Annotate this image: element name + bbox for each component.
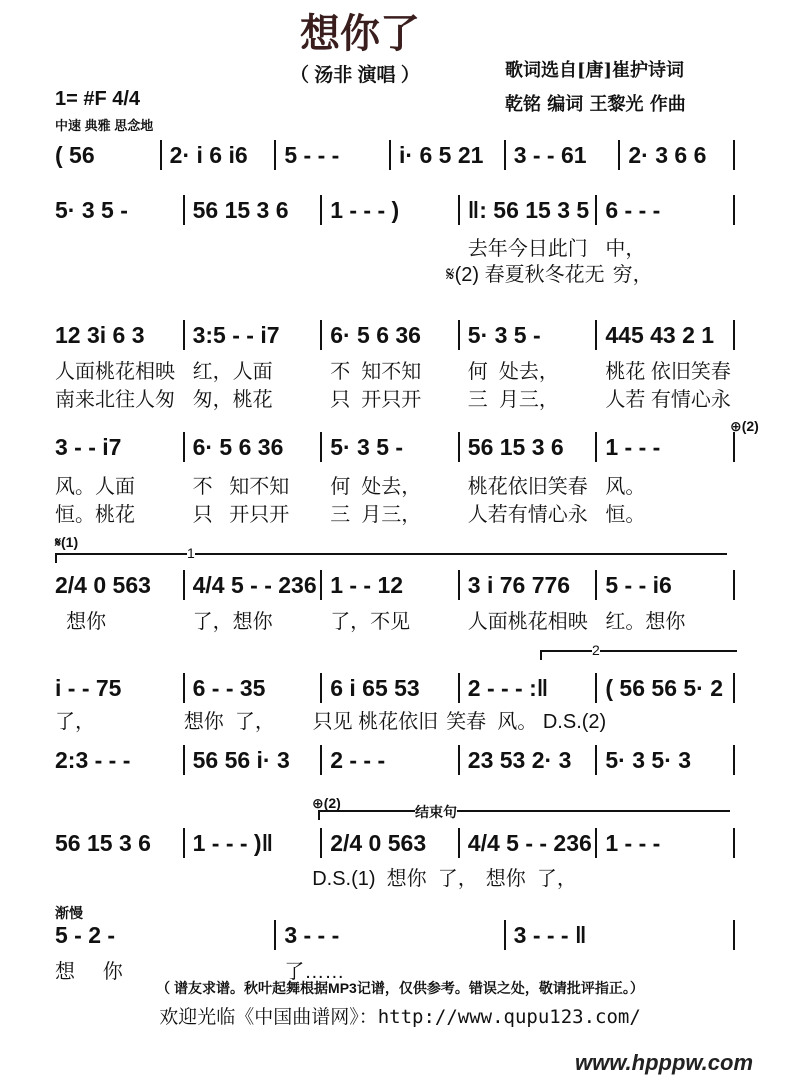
lyric-segment: 想你 bbox=[55, 611, 107, 633]
song-title: 想你了 bbox=[300, 11, 420, 57]
volta-number: 1 bbox=[187, 545, 195, 561]
lyric-segment bbox=[55, 232, 185, 261]
lyrics-row bbox=[55, 605, 735, 634]
lyric-segment: 去年今日此门 bbox=[467, 238, 588, 260]
measure: ( 56 bbox=[55, 142, 95, 168]
measure: 2 - - - :‖ bbox=[458, 673, 596, 703]
lyric-segment: 穷， bbox=[612, 264, 653, 286]
website-welcome: 欢迎光临《中国曲谱网》：http://www.qupu123.com/ bbox=[159, 1006, 641, 1028]
watermark: www.hpppw.com bbox=[575, 1050, 754, 1075]
lyric-segment: 了， bbox=[55, 711, 95, 733]
measure: 2/4 0 563 bbox=[55, 572, 151, 598]
measure: 56 15 3 6 bbox=[458, 432, 596, 462]
lyric-segment: 何 处去， bbox=[330, 476, 422, 498]
lyric-segment bbox=[308, 258, 438, 287]
music-row bbox=[55, 828, 735, 858]
measure: 3 - - 61 bbox=[504, 140, 619, 170]
measure: 1 - - - bbox=[595, 432, 735, 462]
lyric-segment bbox=[606, 705, 735, 734]
measure: 6 - - - bbox=[595, 195, 735, 225]
music-row bbox=[55, 195, 735, 225]
lyrics-row bbox=[55, 498, 735, 527]
music-row bbox=[55, 432, 735, 462]
lyric-segment: 了，想你 bbox=[192, 611, 273, 633]
lyrics-row bbox=[55, 232, 735, 261]
music-row bbox=[55, 673, 735, 703]
lyric-segment: 三 月三， bbox=[467, 389, 559, 411]
measure: 2· 3 6 6 bbox=[618, 140, 735, 170]
lyrics-row bbox=[55, 383, 735, 412]
measure: 5· 3 5 - bbox=[55, 197, 128, 223]
lyric-segment: 桃花依旧笑春 bbox=[467, 476, 588, 498]
measure: 5 - 2 - bbox=[55, 922, 116, 948]
measure: 5 - - i6 bbox=[595, 570, 735, 600]
lyric-segment: 不 知不知 bbox=[330, 361, 422, 383]
lyric-segment bbox=[322, 232, 460, 261]
lyric-segment: 人若 有情心永 bbox=[605, 389, 731, 411]
lyric-segment bbox=[606, 862, 735, 891]
lyric-segment bbox=[185, 232, 323, 261]
measure: 6· 5 6 36 bbox=[320, 320, 458, 350]
lyric-segment: 𝄋(2) 春夏秋冬花无 bbox=[446, 264, 605, 286]
coda-mark: ⊕(2) bbox=[312, 795, 341, 811]
lyric-segment bbox=[55, 862, 176, 891]
lyric-segment: 想你 了， bbox=[485, 868, 577, 890]
lyric-segment: 想 你 bbox=[55, 961, 123, 983]
measure: 56 15 3 6 bbox=[55, 830, 151, 856]
measure: 3:5 - - i7 bbox=[183, 320, 321, 350]
lyric-segment: 只见 桃花依旧 bbox=[312, 711, 439, 733]
measure: 1 - - 12 bbox=[320, 570, 458, 600]
lyric-segment: 想你 了， bbox=[183, 711, 275, 733]
music-row bbox=[55, 745, 735, 775]
lyric-segment: D.S.(1) 想你 了， bbox=[312, 868, 478, 890]
music-row bbox=[55, 140, 735, 170]
transcription-note: （ 谱友求谱。秋叶起舞根据MP3记谱，仅供参考。错误之处，敬请批评指正。） bbox=[156, 980, 644, 996]
singer: （ 汤非 演唱 ） bbox=[290, 65, 420, 86]
measure: 3 - - i7 bbox=[55, 434, 122, 460]
lyric-segment: 人面桃花相映 bbox=[467, 611, 588, 633]
measure: i - - 75 bbox=[55, 675, 122, 701]
lyric-segment: 只 开只开 bbox=[330, 389, 422, 411]
lyric-segment: 不 知不知 bbox=[192, 476, 290, 498]
measure: 6· 5 6 36 bbox=[183, 432, 321, 462]
measure: 6 i 65 53 bbox=[320, 673, 458, 703]
lyric-segment: 人面桃花相映 bbox=[55, 361, 175, 383]
lyric-segment: 南来北往人匆 bbox=[55, 389, 175, 411]
lyric-segment: 风。 bbox=[605, 476, 646, 498]
lyrics-row bbox=[55, 470, 735, 499]
lyric-segment: 匆，桃花 bbox=[192, 389, 273, 411]
key-signature: 1= #F 4/4 bbox=[55, 88, 141, 110]
lyrics-row bbox=[55, 258, 735, 287]
measure: 56 15 3 6 bbox=[183, 195, 321, 225]
lyric-segment: 何 处去， bbox=[467, 361, 559, 383]
lyric-segment: 中， bbox=[605, 238, 646, 260]
measure: 5 - - - bbox=[274, 140, 389, 170]
lyrics-row bbox=[55, 862, 735, 891]
lyrics-row bbox=[55, 355, 735, 384]
lyric-segment: 红，人面 bbox=[192, 361, 273, 383]
measure: 2/4 0 563 bbox=[320, 828, 458, 858]
measure: ‖: 56 15 3 5 bbox=[458, 195, 596, 225]
measure: 4/4 5 - - 236 bbox=[458, 828, 596, 858]
measure: 3 - - - ‖ bbox=[504, 920, 735, 950]
measure: 4/4 5 - - 236 bbox=[183, 570, 321, 600]
measure: ( 56 56 5· 2 bbox=[595, 673, 735, 703]
lyrics-row bbox=[55, 705, 735, 734]
ending-label: 结束句 bbox=[415, 804, 457, 820]
volta-bracket-2 bbox=[540, 642, 737, 660]
music-row bbox=[55, 570, 735, 600]
measure: i· 6 5 21 bbox=[389, 140, 504, 170]
lyric-segment: 了…… bbox=[284, 961, 345, 983]
measure: 445 43 2 1 bbox=[595, 320, 735, 350]
measure: 56 56 i· 3 bbox=[183, 745, 321, 775]
measure: 3 - - - bbox=[274, 920, 503, 950]
measure: 12 3i 6 3 bbox=[55, 322, 145, 348]
measure: 5· 3 5 - bbox=[320, 432, 458, 462]
ritardando-mark: 渐慢 bbox=[55, 905, 83, 921]
lyric-segment: 三 月三， bbox=[330, 504, 422, 526]
coda-mark: ⊕(2) bbox=[730, 418, 759, 434]
ending-bracket bbox=[318, 804, 730, 820]
composer-credit: 乾铭 编词 王黎光 作曲 bbox=[505, 94, 686, 115]
measure: 5· 3 5 - bbox=[458, 320, 596, 350]
measure: 2 - - - bbox=[320, 745, 458, 775]
lyric-segment: 笑春 风。 D.S.(2) bbox=[446, 711, 607, 733]
lyric-segment: 红。想你 bbox=[605, 611, 686, 633]
lyric-segment: 恒。 bbox=[605, 504, 646, 526]
lyric-segment bbox=[176, 862, 305, 891]
measure: 1 - - - )‖ bbox=[183, 828, 321, 858]
volta-number: 2 bbox=[592, 642, 600, 658]
lyrics-source: 歌词选自[唐]崔护诗词 bbox=[505, 60, 685, 81]
measure: 6 - - 35 bbox=[183, 673, 321, 703]
measure: 5· 3 5· 3 bbox=[595, 745, 735, 775]
measure: 2:3 - - - bbox=[55, 747, 131, 773]
volta-bracket-1 bbox=[55, 545, 727, 563]
measure: 1 - - - ) bbox=[320, 195, 458, 225]
music-row bbox=[55, 920, 735, 950]
lyric-segment: 人若有情心永 bbox=[467, 504, 588, 526]
lyric-segment bbox=[55, 258, 177, 287]
measure: 2· i 6 i6 bbox=[160, 140, 275, 170]
music-row bbox=[55, 320, 735, 350]
tempo-marking: 中速 典雅 思念地 bbox=[55, 118, 154, 133]
lyric-segment: 了，不见 bbox=[330, 611, 411, 633]
measure: 23 53 2· 3 bbox=[458, 745, 596, 775]
lyric-segment bbox=[177, 258, 307, 287]
measure: 3 i 76 776 bbox=[458, 570, 596, 600]
lyric-segment: 桃花 依旧笑春 bbox=[605, 361, 731, 383]
lyric-segment: 恒。桃花 bbox=[55, 504, 135, 526]
measure: 1 - - - bbox=[595, 828, 735, 858]
segno-mark: 𝄋(1) bbox=[55, 534, 79, 550]
lyric-segment: 只 开只开 bbox=[192, 504, 290, 526]
lyric-segment: 风。人面 bbox=[55, 476, 135, 498]
